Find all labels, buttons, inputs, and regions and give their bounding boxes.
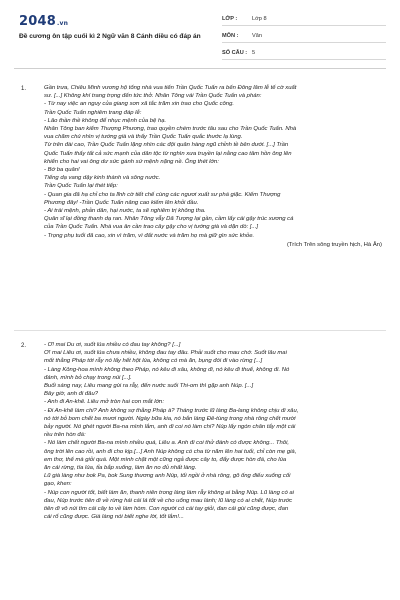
logo-text: 2048 bbox=[19, 14, 56, 29]
passage-line: em thơ, thế mà giỏi quá. Một mình chặt một cũng ngả được cây to, đẩy được hòn đá, cho lúa bbox=[44, 456, 287, 463]
question-2-passage bbox=[44, 341, 382, 521]
passage-line: Buổi sáng nay, Liêu mang gùi ra rẫy, đến nước suối Thi-om thì gặp anh Núp. [...] bbox=[44, 383, 254, 390]
passage-line: gạo, khen: bbox=[44, 481, 72, 488]
passage-line: - Bớ ba quân! bbox=[44, 167, 80, 174]
passage-line: - Làng Kông-hoa mình không theo Pháp, nó kêu đi xâu, không đi, nó kêu đi thuế, không đi. Nó bbox=[44, 366, 290, 373]
passage-line: Trần Quốc Tuấn nghiêm trang đáp lễ: bbox=[44, 109, 142, 116]
passage-line: Tiếng dạ vang dậy kinh thành và sông nước. bbox=[44, 175, 161, 182]
passage-line: tiên đi vô núi tìm cái cây to về làm hòm. Con người có cái tay giỏi, đan cái gùi cũng được, đan bbox=[44, 506, 289, 513]
passage-line: Bây giờ, anh đi đâu? bbox=[44, 391, 98, 398]
site-logo[interactable] bbox=[19, 14, 68, 29]
passage-line: nó tới bỏ bom chết ba mươi người. Ngày bữa kia, nó bắn làng Đê-tùng trong nhà rông chết mười bbox=[44, 415, 296, 422]
question-number: 2. bbox=[21, 343, 27, 349]
passage-line: Nhân Tông ban kiếm Thượng Phương, trao quyền chém trước tâu sau cho Trần Quốc Tuấn. Nhà bbox=[44, 126, 297, 133]
document-meta bbox=[222, 12, 386, 63]
passage-line: - Ơ! mai Du ơi, suốt lúa nhiều có đau tay không? [...] bbox=[44, 342, 181, 348]
question-1-passage bbox=[44, 84, 382, 249]
meta-label: MÔN : bbox=[222, 32, 239, 39]
passage-line: cái rổ cũng được. Già làng nói biết nghe lời, tốt lắm!... bbox=[44, 514, 184, 521]
passage-line: khiến cho hai vai ông dư sức gánh sứ mệnh nặng nề. Ông thét lớn: bbox=[44, 158, 219, 165]
meta-row-grade bbox=[222, 12, 386, 26]
passage-line: đau, Núp trước tiên đi về rừng hái cái lá tốt về cho uống mau lành; lũ làng có ai chết, Núp trước bbox=[44, 497, 293, 504]
meta-row-subject bbox=[222, 29, 386, 43]
meta-label: SỐ CÂU : bbox=[222, 49, 248, 56]
passage-line: Gần trưa, Chiêu Minh vương hộ tống nhà vua tiến Trần Quốc Tuấn ra bến Đông lâm lễ tế cờ xuất bbox=[44, 85, 297, 91]
passage-line: Trần Quốc Tuấn lại thét tiếp: bbox=[44, 183, 118, 190]
question-number: 1. bbox=[21, 86, 27, 92]
question-divider bbox=[14, 330, 386, 331]
passage-line: Ơ! mai Liêu ơi, suốt lúa chưa nhiều, không đau tay đâu. Phải suốt cho mau chớ. Suốt lâu mai bbox=[44, 350, 287, 357]
meta-row-question-count bbox=[222, 46, 386, 60]
passage-line: - Quan gia đã hạ chỉ cho ta lĩnh cờ tiết chế cùng các ngươi xuất sư phá giặc. Kiếm Thượng bbox=[44, 191, 281, 198]
passage-line: Phương đây! -Trần Quốc Tuấn nâng cao kiếm lên khỏi đầu. bbox=[44, 199, 199, 206]
meta-value: Văn bbox=[252, 32, 262, 39]
passage-line: ăn cái rừng, tía lúa, tỉa bắp xuống, làm ăn no đủ nhất làng. bbox=[44, 465, 197, 472]
passage-line: vua chăm chú nhìn vị tướng già và thấy Trần Quốc Tuấn quắc thước lạ lùng. bbox=[44, 134, 243, 141]
passage-line: sư. [...] Không khí trang trọng đến tức thở. Nhân Tông vái Trần Quốc Tuấn và phán: bbox=[44, 93, 262, 100]
passage-line: Từ trên đài cao, Trần Quốc Tuấn lặng nhìn các đội quân hàng ngũ chỉnh tề bên dưới. [...] Trần bbox=[44, 142, 289, 149]
passage-line: rều trên hòn đá: bbox=[44, 432, 86, 439]
logo-domain: .vn bbox=[56, 20, 69, 27]
passage-line: - Trọng phụ tuổi đã cao, xin vì trăm, vì đất nước và trăm họ mà giữ gìn sức khỏe. bbox=[44, 232, 255, 239]
passage-line: của Trần Quốc Tuấn. Nhà vua ân cần trao cây gậy cho vị tướng già và dặn dò: [...] bbox=[44, 224, 259, 231]
passage-line: bảy người. Nó ghét người Ba-na mình lắm, anh đi coi nó làm chi? Núp lấy ngón chân tẩy một cái bbox=[44, 424, 296, 431]
passage-line: - Lão thần thề không để nhục mệnh của bệ hạ. bbox=[44, 117, 167, 124]
passage-line: Quốc Tuấn thấy tất cả sức mạnh của dân tộc từ nghìn xưa truyền lại nằng cao tâm hồn ông lên bbox=[44, 150, 292, 157]
passage-line: ông trời lên cao rồi, anh đi cho kịp.[...] Anh Núp không có cha từ năm lên hai tuổi, chỉ còn mẹ già, bbox=[44, 448, 297, 455]
passage-line: - Ai trái mệnh, phản dân, hại nước, ta sẽ nghiêm trị không tha. bbox=[44, 208, 206, 215]
passage-line: mốt thằng Pháp tới rẫy nó lấy hết hột lúa, không có mà ăn, bụng đói đi vào rừng [...] bbox=[44, 358, 263, 365]
passage-line: - Nó làm chết người Ba-na mình nhiều quá, Liêu a. Anh đi coi thử đánh có được không... Thôi, bbox=[44, 440, 290, 447]
meta-value: 5 bbox=[252, 49, 256, 56]
passage-line: - Anh đi An-khê. Liêu mở tròn hai con mắt lớn: bbox=[44, 399, 164, 406]
passage-line: - Đi An-khê làm chi? Anh không sợ thằng Pháp à? Tháng trước lũ làng Ba-lang không chịu đi xâu, bbox=[44, 407, 299, 414]
meta-value: Lớp 8 bbox=[252, 15, 267, 22]
meta-label: LỚP : bbox=[222, 15, 238, 22]
passage-line: Quân sĩ lại đồng thanh dạ ran. Nhân Tông vẫy Dã Tượng lại gần, cầm lấy cái gậy trúc xương cá bbox=[44, 216, 294, 223]
passage-line: - Núp con người tốt, biết làm ăn, thanh niên trong làng làm rẫy không ai bằng Núp. Lũ làng có ai bbox=[44, 489, 294, 496]
document-title: Đề cương ôn tập cuối kì 2 Ngữ văn 8 Cánh diều có đáp án bbox=[19, 33, 201, 40]
passage-line: đánh, mình bỏ chạy trong núi [...]. bbox=[44, 374, 132, 381]
passage-line: Lũ già làng như bok Pa, bok Sung thương anh Núp, tối ngồi ở nhà rông, gõ ống điếu xuống cối bbox=[44, 473, 291, 480]
passage-line: - Từ nay việc an nguy của giang sơn xã tắc trăm xin trao cho Quốc công. bbox=[44, 101, 234, 108]
header-divider bbox=[14, 68, 386, 69]
passage-citation: (Trích Trên sông truyền hịch, Hà Ân) bbox=[286, 241, 382, 248]
